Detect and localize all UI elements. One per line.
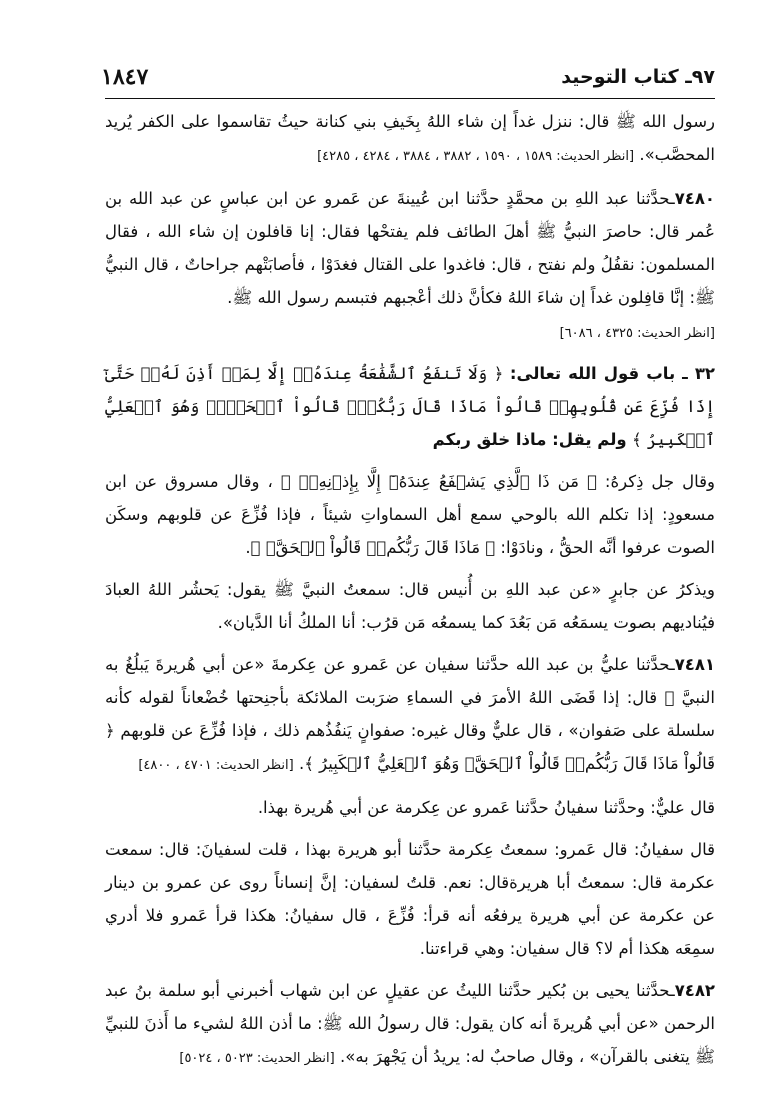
paragraph (105, 465, 715, 564)
chapter-title: ٣٢ ـ باب قول الله تعالى: (509, 364, 715, 383)
paragraph (105, 573, 715, 639)
paragraph-text: ويذكرُ عن جابرٍ «عن عبد اللهِ بن أُنيس قال: سمعتُ النبيَّ ﷺ يقول: يَحشُر اللهُ العبادَ فيُناديهم بصوت يسمَعُه مَن بَعُدَ كما يسمعُه مَن قرُب: أنا الملكُ أنا الدَّيان». (105, 580, 715, 632)
hadith-number: ٧٤٨٠ (674, 189, 715, 208)
page-body (105, 99, 715, 1075)
hadith-reference: [انظر الحديث: ١٥٨٩ ، ١٥٩٠ ، ٣٨٨٢ ، ٣٨٨٤ ، ٤٢٨٤ ، ٤٢٨٥] (317, 149, 635, 164)
paragraph (105, 105, 715, 173)
hadith-reference: [انظر الحديث: ٥٠٢٣ ، ٥٠٢٤] (179, 1051, 335, 1066)
book-title: ٩٧ـ كتاب التوحيد (561, 66, 715, 88)
hadith-number: ٧٤٨١ (674, 655, 715, 674)
hadith-paragraph (105, 974, 715, 1075)
hadith-reference: [انظر الحديث: ٤٣٢٥ ، ٦٠٨٦] (559, 326, 715, 341)
chapter-heading (105, 357, 715, 456)
page-number: ١٨٤٧ (101, 64, 149, 90)
quran-verse: ﴿ وَلَا تَنفَعُ ٱلشَّفَٰعَةُ عِندَهُۥٓ إِلَّا لِمَنۡ أَذِنَ لَهُۥۚ حَتَّىٰٓ إِذَا فُزِّعَ عَن قُلُوبِهِمۡ قَالُواْ مَاذَا قَالَ رَبُّكُمۡۖ قَالُواْ ٱلۡحَقَّۖ وَهُوَ ٱلۡعَلِيُّ ٱلۡكَبِيرُ ﴾ (105, 364, 715, 449)
paragraph-text: ـحدَّثنا عبد اللهِ بن محمَّدٍ حدَّثنا ابن عُيينةَ عن عَمرو عن ابن عباسٍ عن عبد الله بن عُمر قال: حاصرَ النبيُّ ﷺ أهلَ الطائف فلم يفتحْها فقال: إنا قافلون إن شاء الله ، فقال المسلمون: نقفُلُ ولم نفتح ، قال: فاغدوا على القتال فغدَوْا ، فأصابَتْهم جراحاتٌ ، قال النبيُّ ﷺ: إنَّا قافِلون غداً إن شاءَ اللهُ فكأنَّ ذلك أعْجبهم فتبسم رسول الله ﷺ. (105, 189, 715, 307)
paragraph-text: قال عليٌّ: وحدَّثنا سفيانُ حدَّثنا عَمرو عن عِكرمة عن أبي هُريرة بهذا. (257, 798, 715, 817)
hadith-number: ٧٤٨٢ (674, 981, 715, 1000)
paragraph-text: رسول الله ﷺ قال: ننزل غداً إن شاء اللهُ بِخَيفِ بني كنانة حيثُ تقاسموا على الكفر يُريد المحصَّب». (105, 112, 715, 164)
paragraph (105, 833, 715, 965)
paragraph-text: وقال جل ذِكرهُ: ﴿ مَن ذَا ٱلَّذِي يَشۡفَعُ عِندَهُۥٓ إِلَّا بِإِذۡنِهِۦۚ ﴾ ، وقال مسروق عن ابن مسعودٍ: إذا تكلم الله بالوحي سمع أهل السماواتِ شيئاً ، فإذا فُزِّعَ عن قلوبهم وسكَن الصوت عرفوا أنَّه الحقُّ ، ونادَوْا: ﴿ مَاذَا قَالَ رَبُّكُمۡۖ قَالُواْ ٱلۡحَقَّۖ ﴾. (105, 472, 715, 557)
hadith-reference: [انظر الحديث: ٤٧٠١ ، ٤٨٠٠] (138, 758, 294, 773)
hadith-paragraph (105, 182, 715, 314)
chapter-tail: ولم يقل: ماذا خلق ربكم (432, 430, 627, 449)
paragraph-text: قال سفيانُ: قال عَمرو: سمعتُ عِكرمة حدَّثنا أبو هريرة بهذا ، قلت لسفيانَ: قال: سمعت عكرمة قال: سمعتُ أبا هريرةقال: نعم. قلتُ لسفيان: إنَّ إنساناً روى عن عمرو بن دينار عن عكرمة عن أبي هريرة يرفعُه أنه قرأ: فُزِّعَ ، قال سفيانُ: هكذا قرأ عَمرو فلا أدري سمِعَه هكذا أم لا؟ قال سفيان: وهي قراءتنا. (105, 840, 715, 958)
running-header (101, 62, 715, 99)
paragraph-text: ـحدَّثنا يحيى بن بُكير حدَّثنا الليثُ عن عقيلٍ عن ابن شهاب أخبرني أبو سلمة بنُ عبد الرحمن «عن أبي هُريرةَ أنه كان يقول: قال رسولُ الله ﷺ: ما أذن اللهُ لشيء ما أَذنَ للنبيِّ ﷺ يتغنى بالقرآن» ، وقال صاحبٌ له: يريدُ أن يَجْهرَ به». (105, 981, 715, 1066)
hadith-paragraph (105, 648, 715, 782)
paragraph (105, 791, 715, 824)
paragraph-text: ـحدَّثنا عليُّ بن عبد الله حدَّثنا سفيان عن عَمرو عن عِكرمةَ «عن أبي هُريرةَ يَبلُغُ به النبيَّ ﷺ قال: إذا قَضَى اللهُ الأمرَ في السماءِ ضرَبت الملائكة بأجنِحتها خُضْعاناً لقوله كأنه سلسلة على صَفوان» ، قال عليٌّ وقال غيره: صفوانٍ يَنفُذُهم ذلك ، فإذا فُزِّعَ عن قلوبهم ﴿ قَالُواْ مَاذَا قَالَ رَبُّكُمۡۖ قَالُواْ ٱلۡحَقَّۖ وَهُوَ ٱلۡعَلِيُّ ٱلۡكَبِيرُ ﴾. (105, 655, 715, 773)
book-page (101, 62, 715, 1075)
